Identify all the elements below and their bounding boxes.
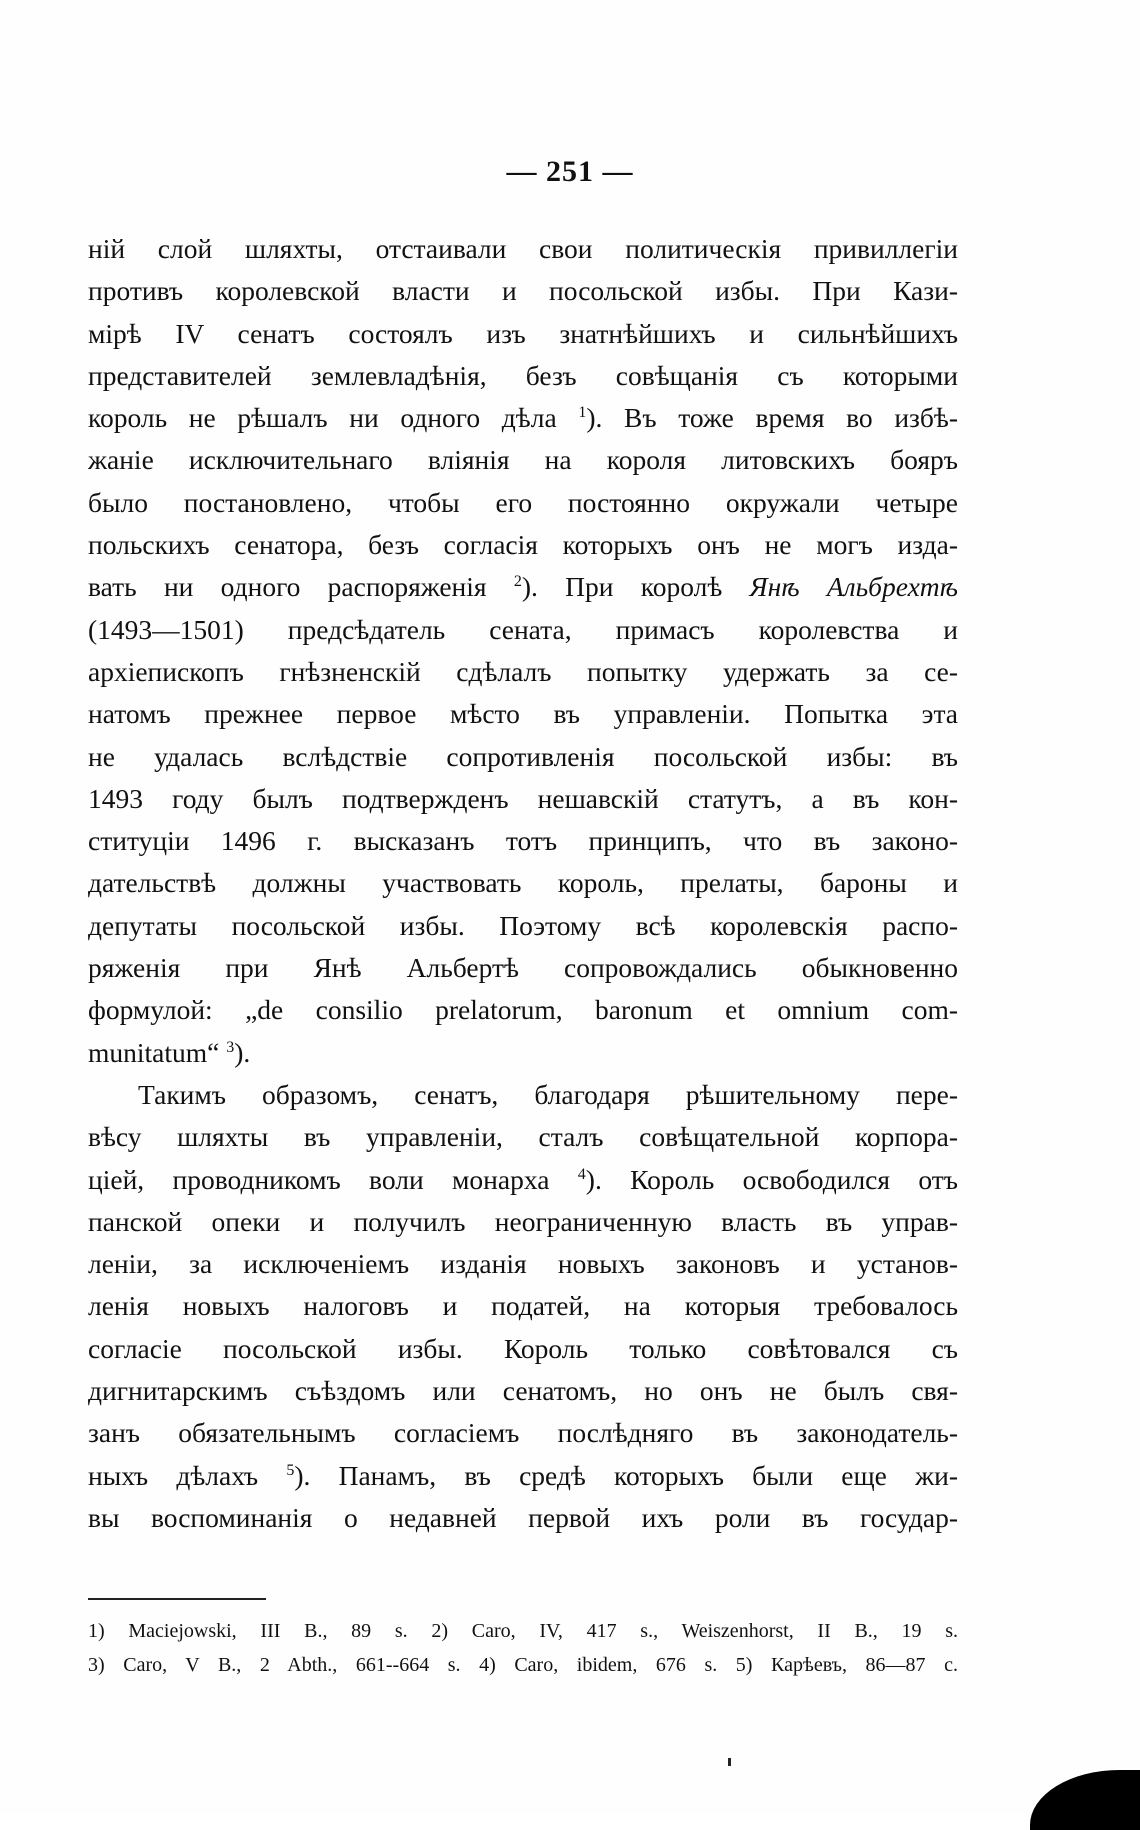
text-segment: ). — [234, 1036, 251, 1068]
text-line — [88, 566, 958, 608]
text-segment: ). При королѣ — [521, 571, 750, 603]
page-number: — 251 — — [506, 155, 634, 188]
text-line: депутаты посольской избы. Поэтому всѣ королевскія распо- — [88, 909, 958, 941]
text-line: 1493 году былъ подтвержденъ нешавскій статутъ, а въ кон- — [88, 782, 958, 814]
text-line: ній слой шляхты, отстаивали свои политическія привиллегіи — [88, 233, 958, 264]
text-segment: ). Въ тоже время во избѣ- — [586, 402, 958, 434]
text-line: жаніе исключительнаго вліянія на короля литовскихъ бояръ — [88, 444, 958, 476]
footnote-line: 3) Caro, V B., 2 Abth., 661--664 s. 4) Caro, ibidem, 676 s. 5) Карѣевъ, 86—87 с. — [88, 1654, 958, 1676]
text-line: ституціи 1496 г. высказанъ тотъ принципъ, что въ законо- — [88, 825, 958, 857]
text-line: мірѣ IV сенатъ состоялъ изъ знатнѣйшихъ и сильнѣйшихъ — [88, 317, 958, 349]
text-line: занъ обязательнымъ согласіемъ послѣдняго въ законодатель- — [88, 1417, 958, 1449]
text-segment: munitatum — [88, 1036, 208, 1068]
scan-speck — [728, 1758, 731, 1766]
text-line: панской опеки и получилъ неограниченную власть въ управ- — [88, 1205, 958, 1237]
text-line — [88, 1159, 958, 1201]
footnote-ref: 3 — [226, 1038, 235, 1056]
footnote-ref: 5 — [286, 1461, 295, 1479]
footnote-rule — [88, 1598, 266, 1600]
text-segment: король не рѣшалъ ни одного дѣла — [88, 402, 557, 434]
text-line: согласіе посольской избы. Король только совѣтовался съ — [88, 1332, 958, 1364]
scan-corner-shadow — [1030, 1770, 1140, 1830]
text-segment: ). Король освободился отъ — [585, 1163, 958, 1195]
text-line: представителей землевладѣнія, безъ совѣщанія съ которыми — [88, 359, 958, 391]
text-line: вы воспоминанія о недавней первой ихъ роли въ государ- — [88, 1501, 958, 1533]
text-line: вѣсу шляхты въ управленіи, сталъ совѣщательной корпора- — [88, 1121, 958, 1153]
text-line: ряженія при Янѣ Альбертѣ сопровождались обыкновенно — [88, 952, 958, 984]
text-line: польскихъ сенатора, безъ согласія которыхъ онъ не могъ изда- — [88, 529, 958, 561]
text-line: натомъ прежнее первое мѣсто въ управленіи. Попытка эта — [88, 698, 958, 730]
closing-quote: “ — [207, 1036, 220, 1068]
text-line — [88, 1032, 958, 1074]
text-line: ленія новыхъ налоговъ и податей, на которыя требовалось — [88, 1290, 958, 1322]
text-line: противъ королевской власти и посольской избы. При Кази- — [88, 275, 958, 307]
text-line: Такимъ образомъ, сенатъ, благодаря рѣшительному пере- — [138, 1078, 958, 1110]
italic-name: Янѣ Альбрехтѣ — [749, 571, 958, 603]
text-line: было постановлено, чтобы его постоянно окружали четыре — [88, 486, 958, 518]
text-line: (1493—1501) предсѣдатель сената, примасъ королевства и — [88, 613, 958, 645]
body-text — [88, 228, 958, 1539]
text-segment: ціей, проводникомъ воли монарха — [88, 1163, 550, 1195]
footnote-ref: 1 — [578, 404, 587, 422]
text-line: не удалась вслѣдствіе сопротивленія посольской избы: въ — [88, 740, 958, 772]
text-line: леніи, за исключеніемъ изданія новыхъ законовъ и установ- — [88, 1248, 958, 1280]
footnote-line: 1) Maciejowski, III B., 89 s. 2) Caro, IV, 417 s., Weiszenhorst, II B., 19 s. — [88, 1620, 958, 1642]
footnote-ref: 4 — [577, 1165, 586, 1183]
footnote-ref: 2 — [513, 573, 522, 591]
text-line: дательствѣ должны участвовать король, прелаты, бароны и — [88, 867, 958, 899]
text-line — [88, 1455, 958, 1497]
footnotes — [88, 1614, 958, 1682]
text-line: дигнитарскимъ съѣздомъ или сенатомъ, но онъ не былъ свя- — [88, 1375, 958, 1407]
text-line: архіепископъ гнѣзненскій сдѣлалъ попытку удержать за се- — [88, 655, 958, 687]
text-line — [88, 397, 958, 439]
text-line: формулой: „de consilio prelatorum, baronum et omnium com- — [88, 994, 958, 1026]
text-segment: ). Панамъ, въ средѣ которыхъ были еще жи- — [294, 1459, 958, 1491]
text-segment: вать ни одного распоряженія — [88, 571, 487, 603]
text-segment: ныхъ дѣлахъ — [88, 1459, 259, 1491]
